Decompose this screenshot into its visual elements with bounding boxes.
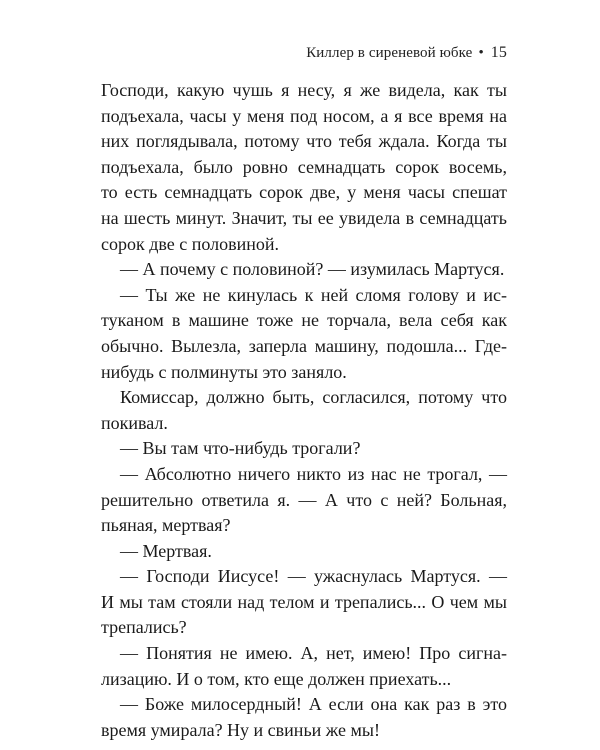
text-line: — Понятия не имею. А, нет, имею! Про сигна- [120,643,507,664]
text-line: — Абсолютно ничего никто из нас не трогал, — [120,463,507,484]
text-line: то есть семнадцать сорок две, у меня часы спешат [101,182,507,203]
text-line: пьяная, мертвая? [101,515,231,536]
text-line: трепались? [101,617,187,638]
text-line: И мы там стояли над телом и трепались... О чем мы [101,591,507,612]
text-line: Господи, какую чушь я несу, я же видела, как ты [101,80,507,100]
text-line: них поглядывала, потому что тебя ждала. Когда ты [101,131,507,152]
text-line: — Вы там что-нибудь трогали? [120,438,361,459]
text-line: покивал. [101,412,168,433]
text-line: лизацию. И о том, кто еще должен приехать... [101,668,452,689]
text-line: — Мертвая. [120,540,212,561]
text-line: — Боже милосердный! А если она как раз в это [120,694,507,715]
body-text [101,78,507,743]
text-line: нибудь с полминуты это заняло. [101,361,347,382]
text-line: туканом в машине тоже не торчала, вела себя как [101,310,507,331]
text-line: — Господи Иисусе! — ужаснулась Мартуся. — [120,566,507,587]
text-line: сорок две с половиной. [101,233,280,254]
text-line: на шесть минут. Значит, ты ее увидела в семнадцать [101,207,507,228]
book-title: Киллер в сиреневой юбке [306,45,473,61]
running-header [306,44,507,62]
header-separator: • [478,45,484,61]
text-line: решительно ответила я. — А что с ней? Больная, [101,489,507,510]
page-number: 15 [490,44,507,61]
text-line: подъехала, было ровно семнадцать сорок восемь, [101,156,507,177]
text-line: — Ты же не кинулась к ней сломя голову и ис- [120,284,507,305]
text-line: подъехала, часы у меня под носом, а я все время на [101,105,507,126]
text-line: Комиссар, должно быть, согласился, потому что [120,387,507,408]
text-line: обычно. Вылезла, заперла машину, подошла... Где- [101,335,507,356]
text-line: — А почему с половиной? — изумилась Мартуся. [120,259,505,280]
text-line: время умирала? Ну и свиньи же мы! [101,719,380,740]
